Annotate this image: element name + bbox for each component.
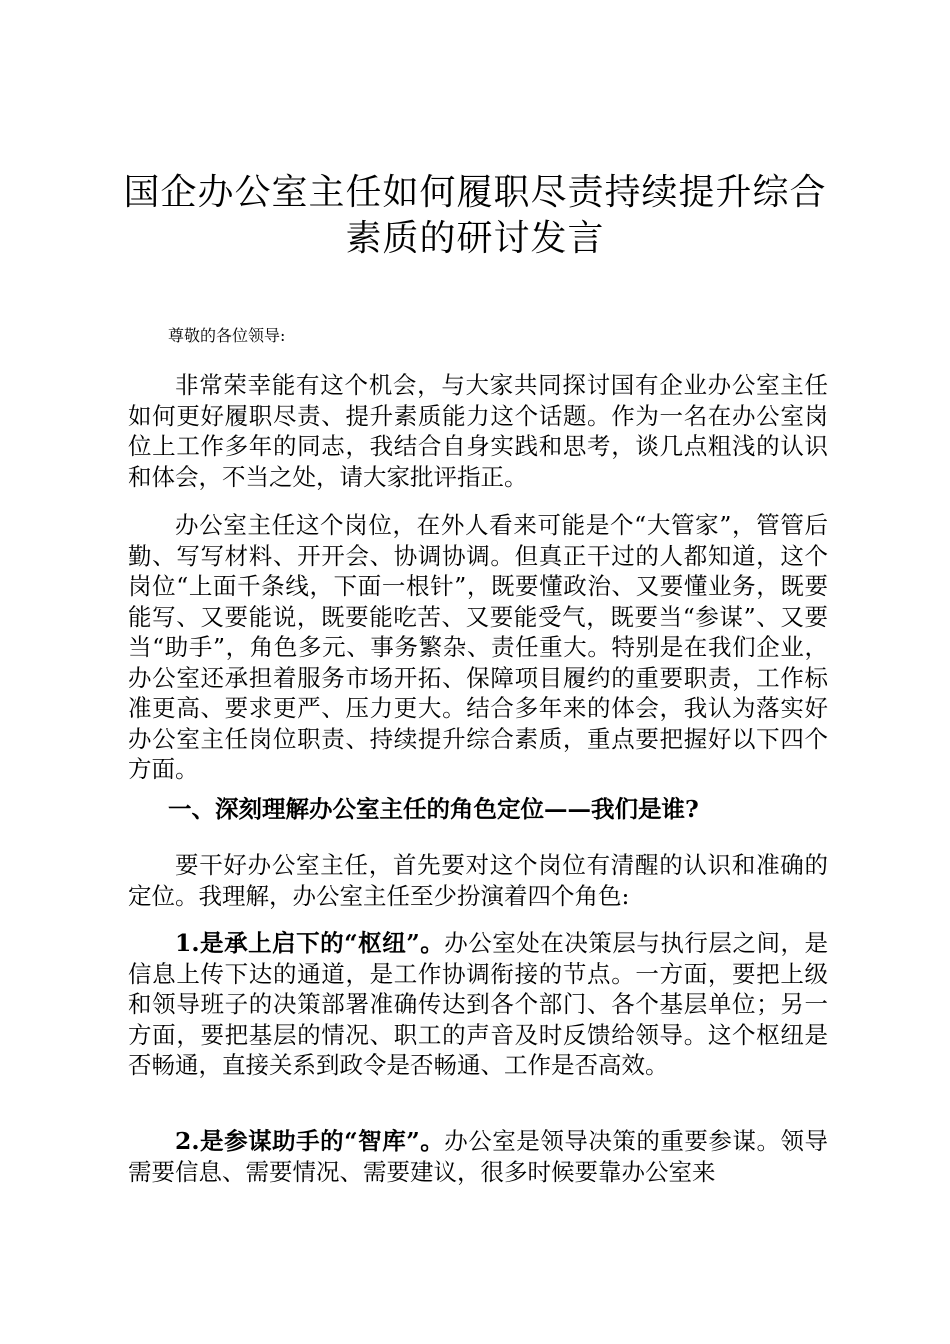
role-2-lead: 2.是参谋助手的“智库”。 xyxy=(175,1127,445,1155)
section-intro-paragraph: 要干好办公室主任，首先要对这个岗位有清醒的认识和准确的定位。我理解，办公室主任至少扮演着四个角色: xyxy=(128,851,828,910)
role-1-lead: 1.是承上启下的“枢纽”。 xyxy=(175,929,445,957)
section-heading: 一、深刻理解办公室主任的角色定位——我们是谁? xyxy=(168,795,699,823)
document-title: 国企办公室主任如何履职尽责持续提升综合素质的研讨发言 xyxy=(123,172,827,259)
role-paragraph-2 xyxy=(128,1126,828,1187)
role-2-body: 办公室是领导决策的重要参谋。领导需要信息、需要情况、需要建议，很多时候要靠办公室来 xyxy=(128,1127,828,1186)
background-paragraph: 办公室主任这个岗位，在外人看来可能是个“大管家”，管管后勤、写写材料、开开会、协调协调。但真正干过的人都知道，这个岗位“上面千条线，下面一根针”，既要懂政治、又要懂业务，既要能写、又要能说，既要能吃苦、又要能受气，既要当“参谋”、又要当“助手”，角色多元、事务繁杂、责任重大。特别是在我们企业，办公室还承担着服务市场开拓、保障项目履约的重要职责，工作标准更高、要求更严、压力更大。结合多年来的体会，我认为落实好办公室主任岗位职责、持续提升综合素质，重点要把握好以下四个方面。 xyxy=(128,511,828,783)
intro-paragraph: 非常荣幸能有这个机会，与大家共同探讨国有企业办公室主任如何更好履职尽责、提升素质能力这个话题。作为一名在办公室岗位上工作多年的同志，我结合自身实践和思考，谈几点粗浅的认识和体会，不当之处，请大家批评指正。 xyxy=(128,371,828,491)
salutation: 尊敬的各位领导: xyxy=(168,326,286,345)
role-paragraph-1 xyxy=(128,928,828,1081)
role-1-body: 办公室处在决策层与执行层之间，是信息上传下达的通道，是工作协调衔接的节点。一方面，要把上级和领导班子的决策部署准确传达到各个部门、各个基层单位；另一方面，要把基层的情况、职工的声音及时反馈给领导。这个枢纽是否畅通，直接关系到政令是否畅通、工作是否高效。 xyxy=(128,929,828,1079)
